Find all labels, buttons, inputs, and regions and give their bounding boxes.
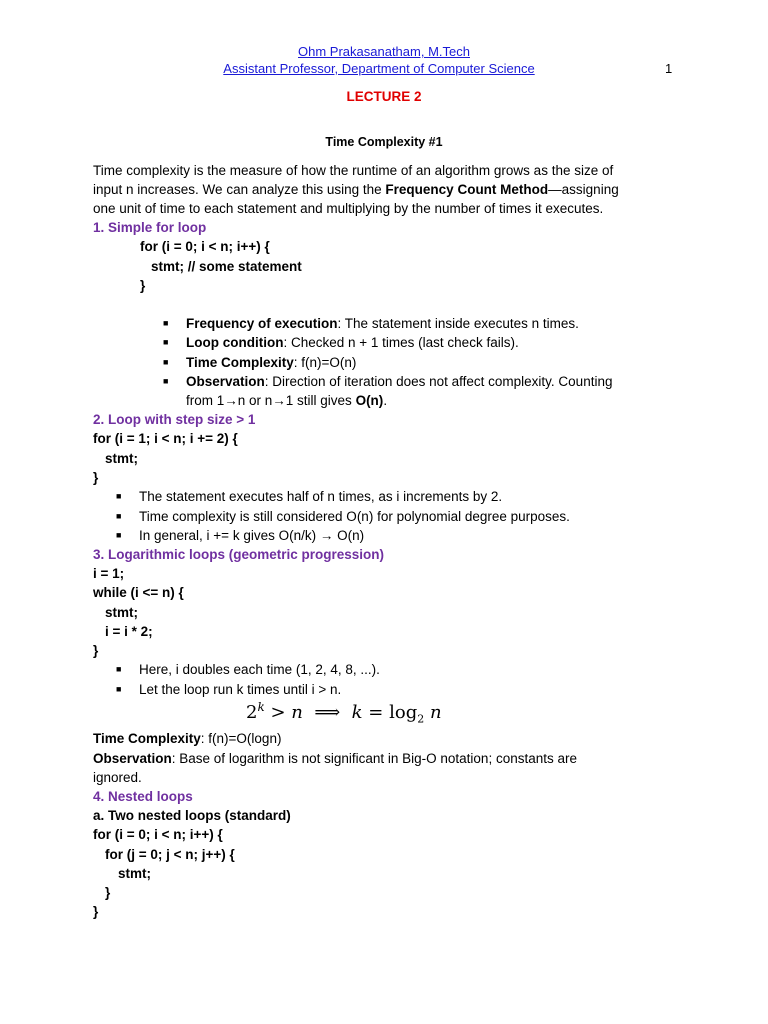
code-line: stmt; [118, 866, 151, 881]
bullet-icon: ■ [163, 376, 169, 386]
code-line: stmt; [105, 605, 138, 620]
list-item-continuation: from 1→n or n→1 still gives O(n). [186, 393, 388, 408]
code-line: stmt; // some statement [151, 259, 302, 274]
code-line: for (i = 1; i < n; i += 2) { [93, 431, 238, 446]
list-item: Loop condition: Checked n + 1 times (last check fails). [186, 335, 519, 350]
section-2-heading: 2. Loop with step size > 1 [93, 412, 256, 427]
list-item: Here, i doubles each time (1, 2, 4, 8, ...). [139, 662, 380, 677]
bullet-icon: ■ [116, 511, 122, 521]
log-equation: 2$^k$ > n ⟹ $k = \log_2 n$ [246, 700, 442, 726]
author-affiliation[interactable]: Assistant Professor, Department of Computer Science [223, 61, 535, 76]
code-line: } [140, 278, 146, 293]
intro-line-1: Time complexity is the measure of how the runtime of an algorithm grows as the size of [93, 163, 614, 178]
code-line: i = i * 2; [105, 624, 153, 639]
bullet-icon: ■ [116, 664, 122, 674]
topic-title: Time Complexity #1 [325, 135, 443, 149]
code-line: } [105, 885, 111, 900]
code-line: i = 1; [93, 566, 125, 581]
author-name[interactable]: Ohm Prakasanatham, M.Tech [298, 44, 470, 59]
code-line: } [93, 904, 99, 919]
list-item: In general, i += k gives O(n/k) → O(n) [139, 528, 365, 543]
code-line: while (i <= n) { [93, 585, 184, 600]
section-3-heading: 3. Logarithmic loops (geometric progression) [93, 547, 385, 562]
intro-line-2: input n increases. We can analyze this using the Frequency Count Method—assigning [93, 182, 619, 197]
page-number: 1 [665, 61, 673, 76]
frequency-count-method: Frequency Count Method [385, 182, 549, 197]
intro-line-3: one unit of time to each statement and multiplying by the number of times it executes. [93, 201, 604, 216]
section-1-heading: 1. Simple for loop [93, 220, 207, 235]
time-complexity-line: Time Complexity: f(n)=O(logn) [93, 731, 282, 746]
section-4-heading: 4. Nested loops [93, 789, 193, 804]
list-item: The statement executes half of n times, as i increments by 2. [139, 489, 503, 504]
code-line: for (i = 0; i < n; i++) { [93, 827, 223, 842]
code-line: stmt; [105, 451, 138, 466]
observation-continuation: ignored. [93, 770, 142, 785]
list-item: Let the loop run k times until i > n. [139, 682, 342, 697]
section-4a-heading: a. Two nested loops (standard) [93, 808, 291, 823]
bullet-icon: ■ [116, 684, 122, 694]
list-item: Frequency of execution: The statement inside executes n times. [186, 316, 579, 331]
bullet-icon: ■ [116, 491, 122, 501]
bullet-icon: ■ [163, 318, 169, 328]
list-item: Time complexity is still considered O(n) for polynomial degree purposes. [139, 509, 570, 524]
list-item: Observation: Direction of iteration does not affect complexity. Counting [186, 374, 613, 389]
bullet-icon: ■ [116, 530, 122, 540]
observation-line: Observation: Base of logarithm is not significant in Big-O notation; constants are [93, 751, 577, 766]
lecture-title: LECTURE 2 [346, 89, 422, 104]
code-line: } [93, 643, 99, 658]
code-line: for (i = 0; i < n; i++) { [140, 239, 270, 254]
bullet-icon: ■ [163, 357, 169, 367]
bullet-icon: ■ [163, 337, 169, 347]
code-line: } [93, 470, 99, 485]
list-item: Time Complexity: f(n)=O(n) [186, 355, 357, 370]
code-line: for (j = 0; j < n; j++) { [105, 847, 235, 862]
